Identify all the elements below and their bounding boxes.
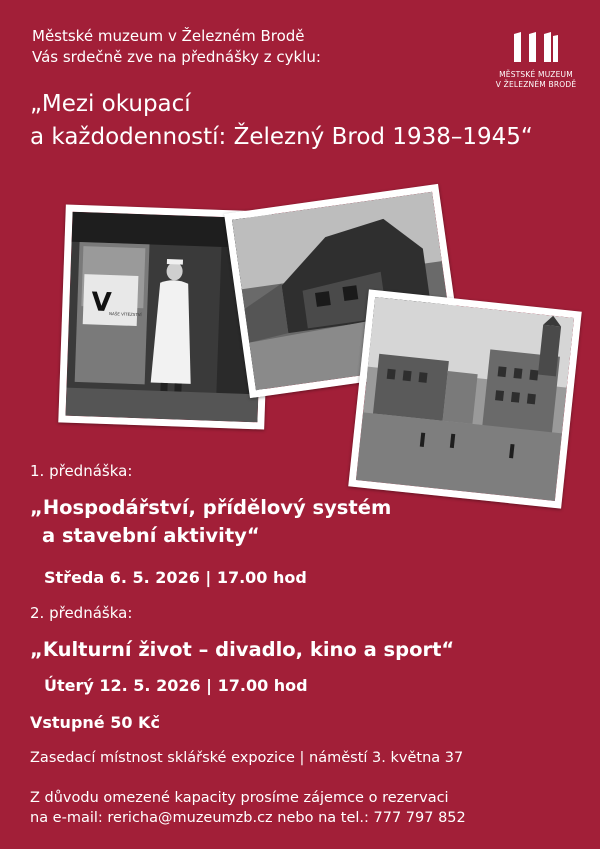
sign-letter: V [90,287,113,319]
logo-text-line1: MĚSTSKÉ MUZEUM [499,70,573,79]
lecture-1-date: Středa 6. 5. 2026 | 17.00 hod [44,568,307,587]
lecture-2-title-line1: „Kulturní život – divadlo, kino a sport“ [30,638,455,661]
museum-name: Městské muzeum v Železném Brodě [32,27,305,45]
venue: Zasedací místnost sklářské expozice | náměstí 3. května 37 [30,750,464,766]
cycle-title-line2: a každodenností: Železný Brod 1938–1945“ [30,124,533,150]
reservation-note-line1: Z důvodu omezené kapacity prosíme zájemce o rezervaci [30,790,449,806]
lecture-2-date: Úterý 12. 5. 2026 | 17.00 hod [44,676,308,695]
logo-text-line2: V ŽELEZNÉM BRODĚ [495,80,577,89]
intro [32,26,321,68]
reservation-contact: na e-mail: rericha@muzeumzb.cz nebo na tel.: 777 797 852 [30,810,466,826]
lecture-1-title-line1: „Hospodářství, přídělový systém [30,496,392,519]
sign-caption: NAŠE VÍTĚZSTVÍ [108,311,142,318]
lecture-2-label: 2. přednáška: [30,604,133,622]
photo-town-square [348,289,582,508]
lecture-1-title-line2: a stavební aktivity“ [42,524,260,547]
lecture-1-label: 1. přednáška: [30,462,133,480]
cycle-title-line1: „Mezi okupací [30,91,191,117]
invitation-text: Vás srdečně zve na přednášky z cyklu: [32,48,321,66]
entry-fee: Vstupné 50 Kč [30,713,160,732]
reservation-note [30,788,466,828]
cycle-title [30,88,533,154]
museum-logo-icon [512,30,560,64]
lecture-2-title [30,636,454,664]
museum-logo [486,30,586,90]
lecture-1-title [30,494,391,550]
